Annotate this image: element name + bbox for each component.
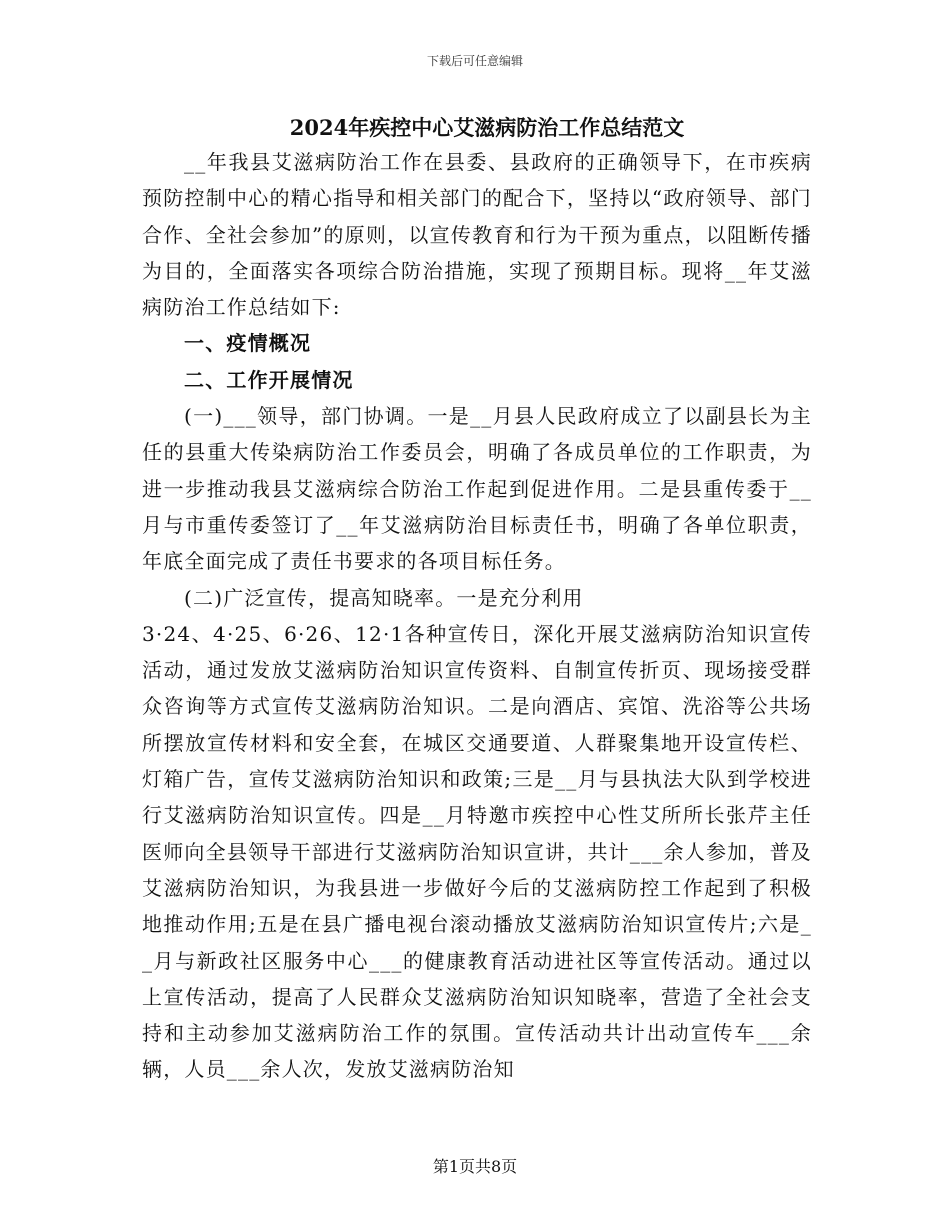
section-heading-work: 二、工作开展情况 xyxy=(184,367,354,392)
intro-paragraph: __年我县艾滋病防治工作在县委、县政府的正确领导下，在市疾病预防控制中心的精心指导和相关部门的配合下，坚持以“政府领导、部门合作、全社会参加”的原则，以宣传教育和行为干预为重点，以阻断传播为目的，全面落实各项综合防治措施，实现了预期目标。现将__年艾滋病防治工作总结如下: xyxy=(142,150,812,320)
section-heading-epidemic: 一、疫情概况 xyxy=(184,331,312,356)
page-number: 第1页共8页 xyxy=(432,1157,518,1176)
document-title: 2024年疾控中心艾滋病防治工作总结范文 xyxy=(289,115,685,140)
paragraph-publicity: 3·24、4·25、6·26、12·1各种宣传日，深化开展艾滋病防治知识宣传活动，通过发放艾滋病防治知识宣传资料、自制宣传折页、现场接受群众咨询等方式宣传艾滋病防治知识。二是向酒店、宾馆、洗浴等公共场所摆放宣传材料和安全套，在城区交通要道、人群聚集地开设宣传栏、灯箱广告，宣传艾滋病防治知识和政策;三是__月与县执法大队到学校进行艾滋病防治知识宣传。四是__月特邀市疾控中心性艾所所长张芹主任医师向全县领导干部进行艾滋病防治知识宣讲，共计___余人参加，普及艾滋病防治知识，为我县进一步做好今后的艾滋病防控工作起到了积极地推动作用;五是在县广播电视台滚动播放艾滋病防治知识宣传片;六是__月与新政社区服务中心___的健康教育活动进社区等宣传活动。通过以上宣传活动，提高了人民群众艾滋病防治知识知晓率，营造了全社会支持和主动参加艾滋病防治工作的氛围。宣传活动共计出动宣传车___余辆，人员___余人次，发放艾滋病防治知 xyxy=(142,621,812,1082)
document-body xyxy=(142,112,812,1088)
paragraph-leadership: (一)___领导，部门协调。一是__月县人民政府成立了以副县长为主任的县重大传染病防治工作委员会，明确了各成员单位的工作职责，为进一步推动我县艾滋病综合防治工作起到促进作用。二是县重传委于__月与市重传委签订了__年艾滋病防治目标责任书，明确了各单位职责，年底全面完成了责任书要求的各项目标任务。 xyxy=(142,404,812,574)
paragraph-publicity-lead: (二)广泛宣传，提高知晓率。一是充分利用 xyxy=(184,585,584,610)
page-header: 下载后可任意编辑 xyxy=(426,54,523,68)
